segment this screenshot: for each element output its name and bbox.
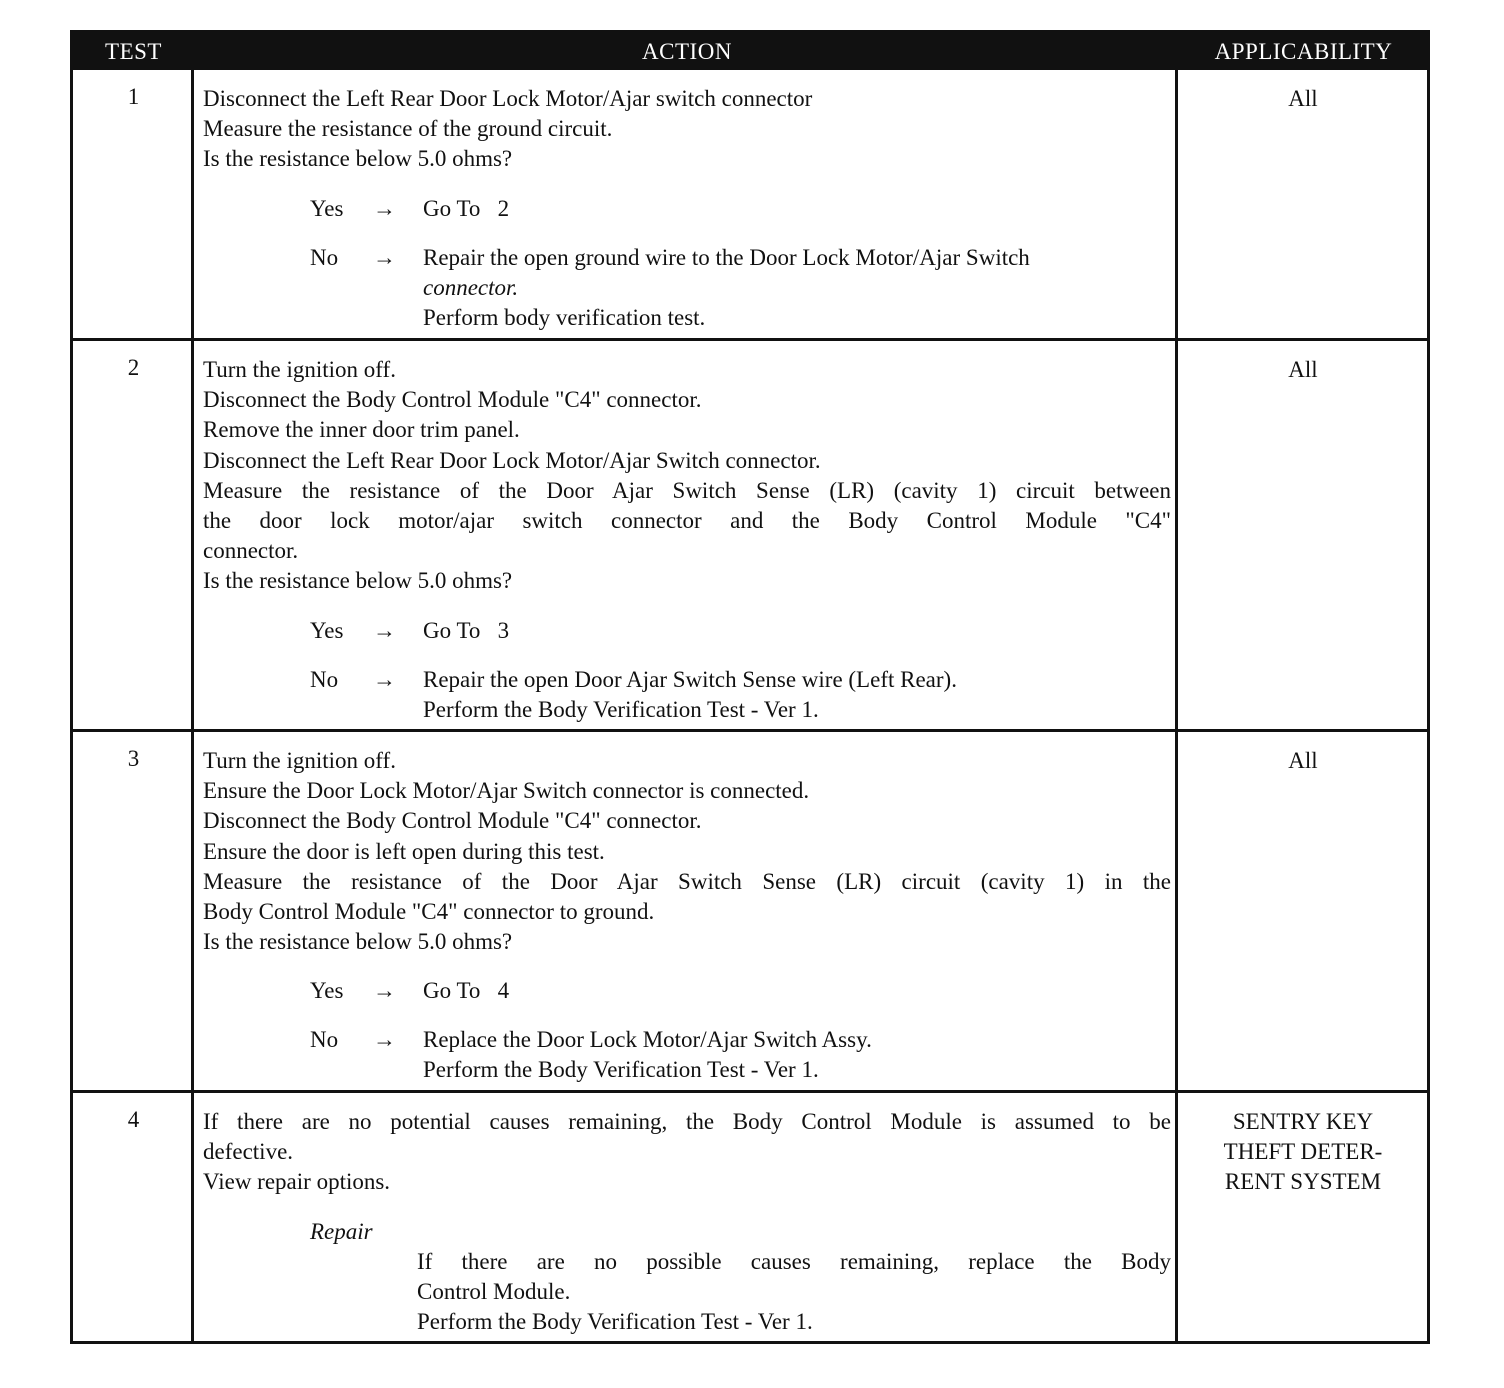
action-step: Remove the inner door trim panel.: [203, 417, 520, 443]
action-step: Measure the resistance of the Door Ajar Switch Sense (LR) (cavity 1) circuit between: [203, 477, 1171, 503]
action-step: Disconnect the Left Rear Door Lock Motor/Ajar switch connector: [203, 86, 813, 111]
action-question: Is the resistance below 5.0 ohms?: [203, 929, 513, 955]
no-label: No: [310, 244, 339, 270]
goto-text: Go To 2: [423, 195, 510, 221]
action-question: Is the resistance below 5.0 ohms?: [203, 568, 513, 594]
repair-line: If there are no possible causes remaining, replace the Body: [417, 1248, 1171, 1274]
action-step: Disconnect the Body Control Module "C4" connector.: [203, 387, 702, 413]
action-step: Turn the ignition off.: [203, 357, 396, 382]
repair-label: Repair: [310, 1218, 373, 1244]
no-action-line: connector.: [423, 274, 519, 300]
goto-text: Go To 4: [423, 978, 510, 1004]
arrow-icon: →: [373, 617, 396, 643]
action-step: Turn the ignition off.: [203, 748, 396, 773]
applicability-text: All: [1288, 86, 1318, 111]
action-step: the door lock motor/ajar switch connector and the Body Control Module "C4": [203, 508, 1171, 534]
header-applicability: APPLICABILITY: [1214, 39, 1393, 64]
yes-option: [203, 616, 1171, 646]
test-number: 2: [127, 355, 140, 380]
test-row-3: [73, 732, 1427, 1090]
action-step: Body Control Module "C4" connector to ground.: [203, 899, 655, 925]
applicability-text: THEFT DETER-: [1223, 1139, 1383, 1164]
action-step: View repair options.: [203, 1169, 391, 1195]
repair-line: Perform the Body Verification Test - Ver 1.: [417, 1309, 813, 1335]
action-step: Measure the resistance of the ground circuit.: [203, 116, 613, 142]
no-option: [203, 243, 1171, 273]
test-action: [203, 355, 1171, 725]
arrow-icon: →: [373, 1027, 396, 1053]
action-step: Disconnect the Left Rear Door Lock Motor/Ajar Switch connector.: [203, 447, 821, 473]
action-step: connector.: [203, 538, 299, 564]
arrow-icon: →: [373, 978, 396, 1004]
no-action-line: Repair the open ground wire to the Door Lock Motor/Ajar Switch: [423, 244, 1030, 270]
test-action: [203, 746, 1171, 1086]
action-step: Ensure the Door Lock Motor/Ajar Switch connector is connected.: [203, 778, 810, 804]
yes-label: Yes: [310, 195, 344, 221]
no-action-line: Repair the open Door Ajar Switch Sense wire (Left Rear).: [423, 666, 957, 692]
action-step: Disconnect the Body Control Module "C4" connector.: [203, 808, 702, 834]
repair-line: Control Module.: [417, 1279, 571, 1305]
arrow-icon: →: [373, 666, 396, 692]
no-action-line: Perform the Body Verification Test - Ver 1.: [423, 1057, 819, 1083]
applicability-text: RENT SYSTEM: [1224, 1169, 1382, 1194]
test-action: [203, 1107, 1171, 1337]
test-row-1: [73, 70, 1427, 338]
applicability-cell: [1179, 1107, 1427, 1197]
no-label: No: [310, 666, 339, 692]
test-number: 3: [127, 746, 140, 771]
diagnostic-test-table: [70, 30, 1430, 1344]
applicability-cell: [1179, 84, 1427, 114]
no-option: [203, 1025, 1171, 1055]
applicability-text: SENTRY KEY: [1232, 1109, 1374, 1134]
no-action-line: Perform body verification test.: [423, 304, 706, 330]
header-action: ACTION: [642, 39, 732, 64]
header-test: TEST: [105, 39, 162, 64]
table-header: [73, 33, 1427, 70]
applicability-text: All: [1288, 748, 1318, 773]
test-row-2: [73, 341, 1427, 729]
applicability-cell: [1179, 746, 1427, 776]
test-action: [203, 84, 1171, 333]
action-step: If there are no potential causes remaining, the Body Control Module is assumed to be: [203, 1109, 1171, 1134]
action-question: Is the resistance below 5.0 ohms?: [203, 146, 513, 172]
action-step: defective.: [203, 1139, 294, 1165]
no-action-line: Replace the Door Lock Motor/Ajar Switch Assy.: [423, 1027, 872, 1053]
no-action-line: Perform the Body Verification Test - Ver 1.: [423, 696, 819, 722]
yes-label: Yes: [310, 978, 344, 1004]
no-option: [203, 665, 1171, 695]
test-number: 1: [127, 84, 140, 109]
applicability-text: All: [1288, 357, 1318, 382]
test-number: 4: [127, 1107, 140, 1132]
applicability-cell: [1179, 355, 1427, 385]
test-row-4: [73, 1093, 1427, 1341]
goto-text: Go To 3: [423, 617, 510, 643]
action-step: Measure the resistance of the Door Ajar Switch Sense (LR) circuit (cavity 1) in the: [203, 868, 1171, 894]
yes-option: [203, 976, 1171, 1006]
arrow-icon: →: [373, 195, 396, 221]
action-step: Ensure the door is left open during this test.: [203, 838, 605, 864]
no-label: No: [310, 1027, 339, 1053]
arrow-icon: →: [373, 244, 396, 270]
yes-label: Yes: [310, 617, 344, 643]
yes-option: [203, 194, 1171, 224]
